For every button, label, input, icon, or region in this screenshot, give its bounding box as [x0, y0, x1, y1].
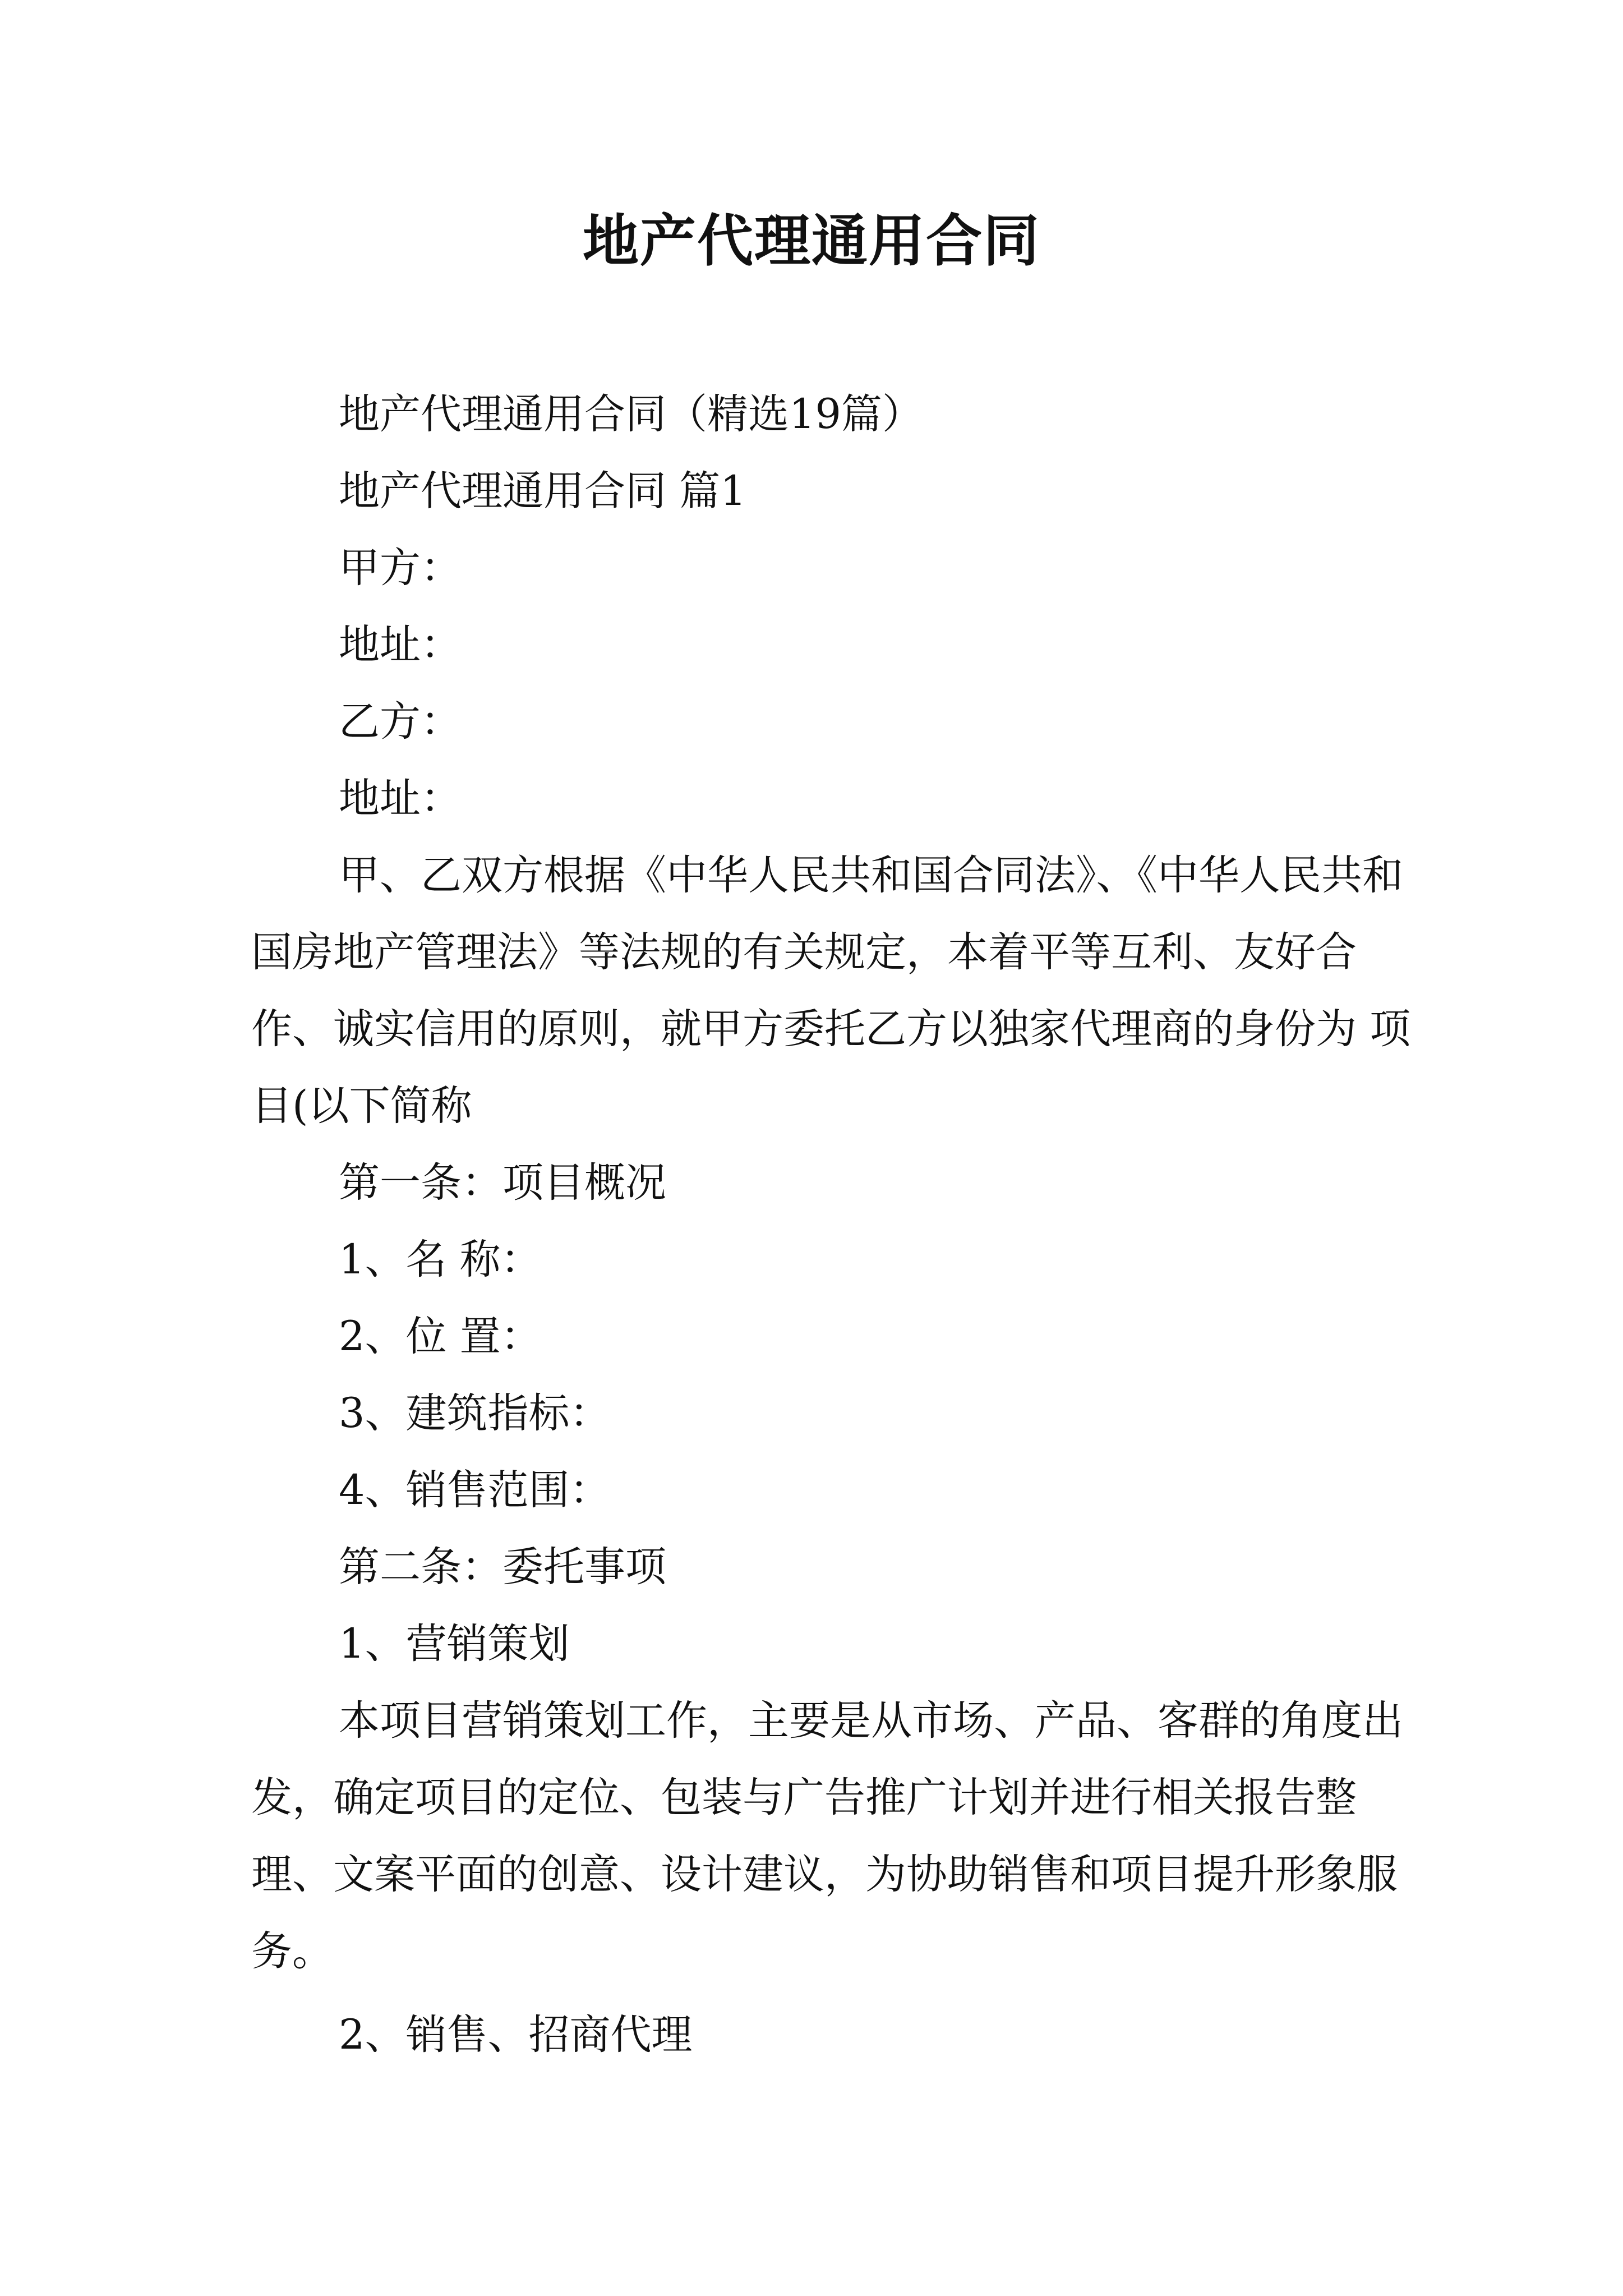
paragraph-party-a: 甲方：: [339, 544, 462, 592]
paragraph-article-2-heading: 第二条：委托事项: [339, 1543, 666, 1591]
document-body: [251, 376, 1418, 2073]
paragraph-sales-agency: 2、销售、招商代理: [339, 2011, 693, 2059]
paragraph-item-location: 2、位 置：: [339, 1313, 542, 1360]
paragraph-party-a-address: 地址：: [339, 621, 462, 669]
paragraph-party-b: 乙方：: [339, 698, 462, 746]
paragraph-preamble: 甲、乙双方根据《中华人民共和国合同法》、《中华人民共和国房地产管理法》等法规的有关规定，本着平等互利、友好合作、诚实信用的原则，就甲方委托乙方以独家代理商的身份为 项目(以下简称: [251, 852, 1411, 1130]
paragraph-article-1-heading: 第一条：项目概况: [339, 1159, 666, 1207]
paragraph-marketing-planning: 1、营销策划: [339, 1620, 570, 1668]
paragraph-part-heading: 地产代理通用合同 篇1: [339, 467, 746, 515]
paragraph-item-building-index: 3、建筑指标：: [339, 1389, 611, 1437]
paragraph-marketing-description: 本项目营销策划工作，主要是从市场、产品、客群的角度出发，确定项目的定位、包装与广告推广计划并进行相关报告整理、文案平面的创意、设计建议，为协助销售和项目提升形象服务。: [251, 1697, 1403, 1975]
paragraph-party-b-address: 地址：: [339, 775, 462, 822]
paragraph-item-name: 1、名 称：: [339, 1236, 542, 1283]
document-title: 地产代理通用合同: [583, 208, 1040, 274]
paragraph-item-sales-scope: 4、销售范围：: [339, 1466, 611, 1514]
paragraph-collection-title: 地产代理通用合同（精选19篇）: [339, 390, 923, 438]
